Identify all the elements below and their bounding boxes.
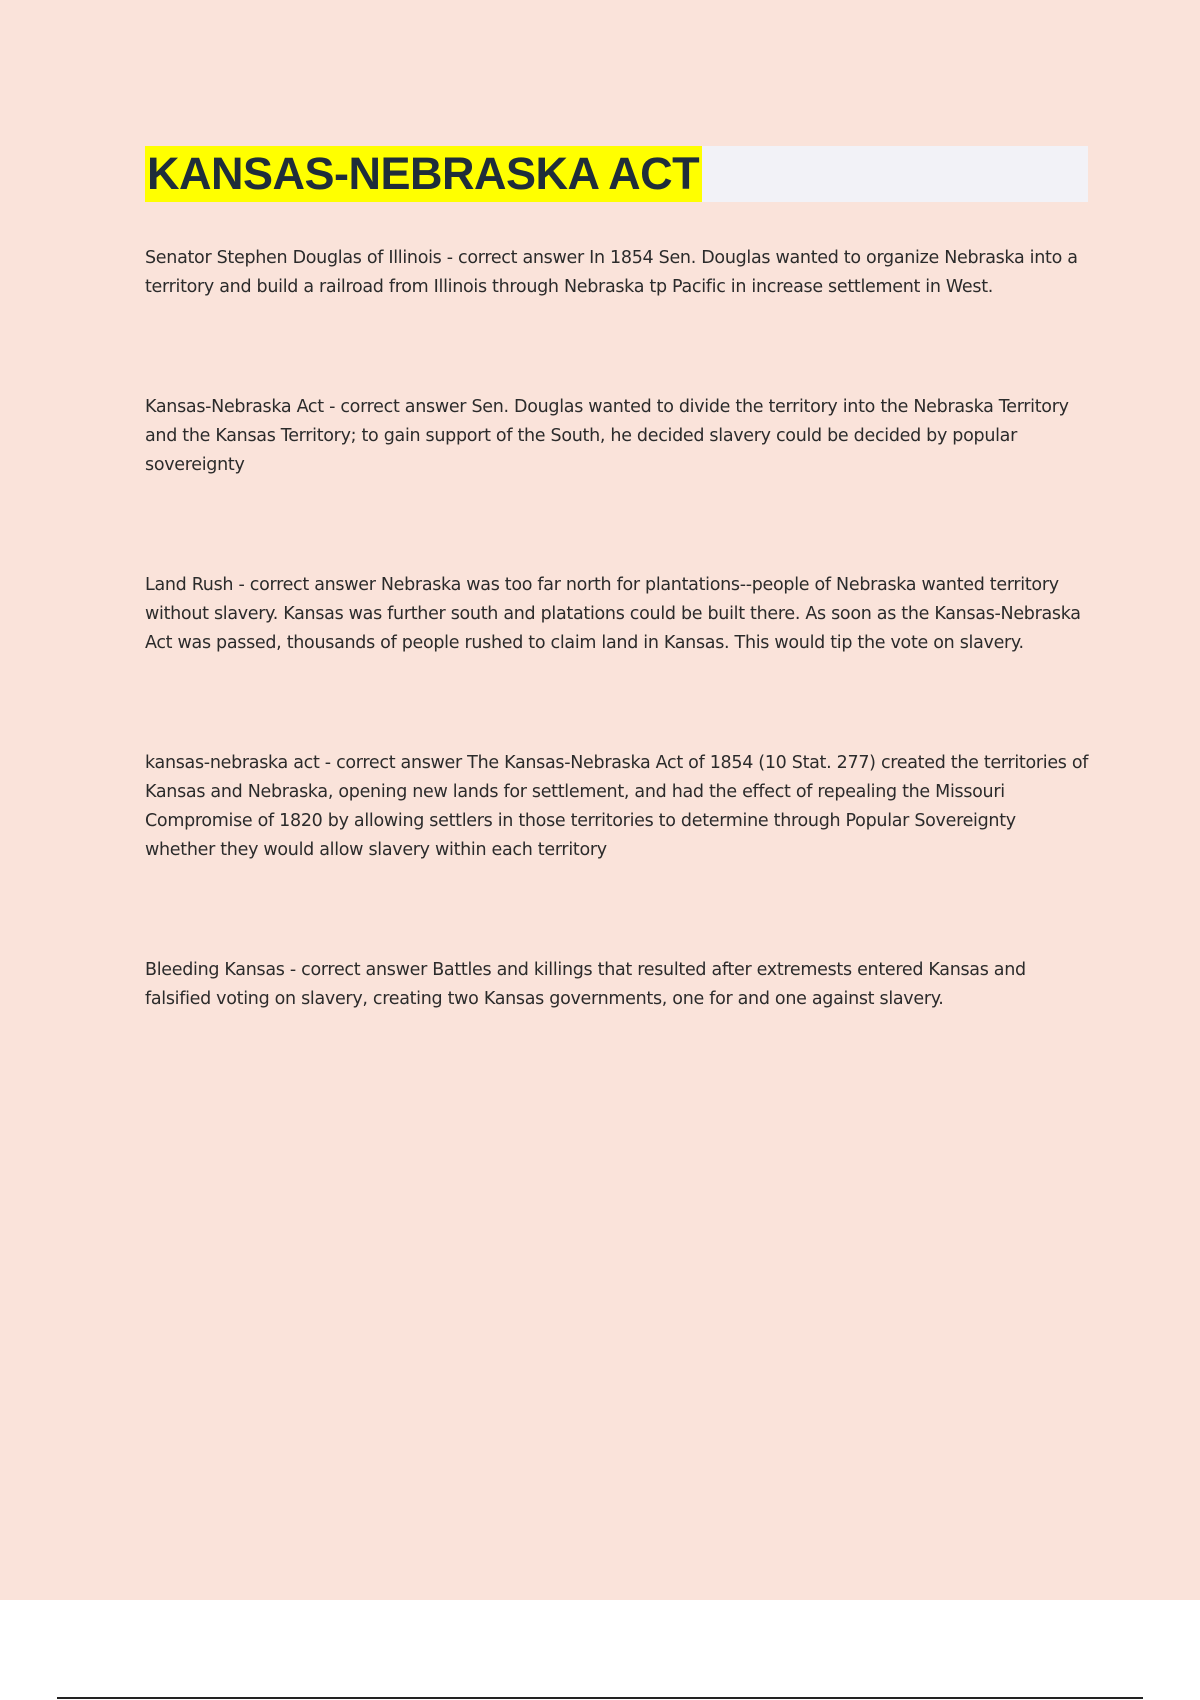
entry-list bbox=[145, 244, 1090, 1105]
entry-paragraph: Bleeding Kansas - correct answer Battles and killings that resulted after extremests entered Kansas and falsified voting on slavery, creating two Kansas governments, one for and one against slavery. bbox=[145, 960, 1026, 1009]
entry-paragraph: Land Rush - correct answer Nebraska was too far north for plantations--people of Nebraska wanted territory without slavery. Kansas was further south and platations could be built there. As soon as the Kansas-Nebraska Act was passed, thousands of people rushed to claim land in Kansas. This would tip the vote on slavery. bbox=[145, 575, 1081, 653]
title-band bbox=[145, 146, 1088, 202]
footer-divider bbox=[57, 1697, 1143, 1699]
document-title: KANSAS-NEBRASKA ACT bbox=[145, 146, 702, 202]
entry-paragraph: Senator Stephen Douglas of Illinois - correct answer In 1854 Sen. Douglas wanted to organize Nebraska into a territory and build a railroad from Illinois through Nebraska tp Pacific in increase settlement in West. bbox=[145, 248, 1078, 297]
entry-paragraph: Kansas-Nebraska Act - correct answer Sen. Douglas wanted to divide the territory into the Nebraska Territory and the Kansas Territory; to gain support of the South, he decided slavery could be decided by popular sovereignty bbox=[145, 397, 1069, 475]
entry-paragraph: kansas-nebraska act - correct answer The Kansas-Nebraska Act of 1854 (10 Stat. 277) created the territories of Kansas and Nebraska, opening new lands for settlement, and had the effect of repealing the Missouri Compromise of 1820 by allowing settlers in those territories to determine through Popular Sovereignty whether they would allow slavery within each territory bbox=[145, 753, 1089, 860]
